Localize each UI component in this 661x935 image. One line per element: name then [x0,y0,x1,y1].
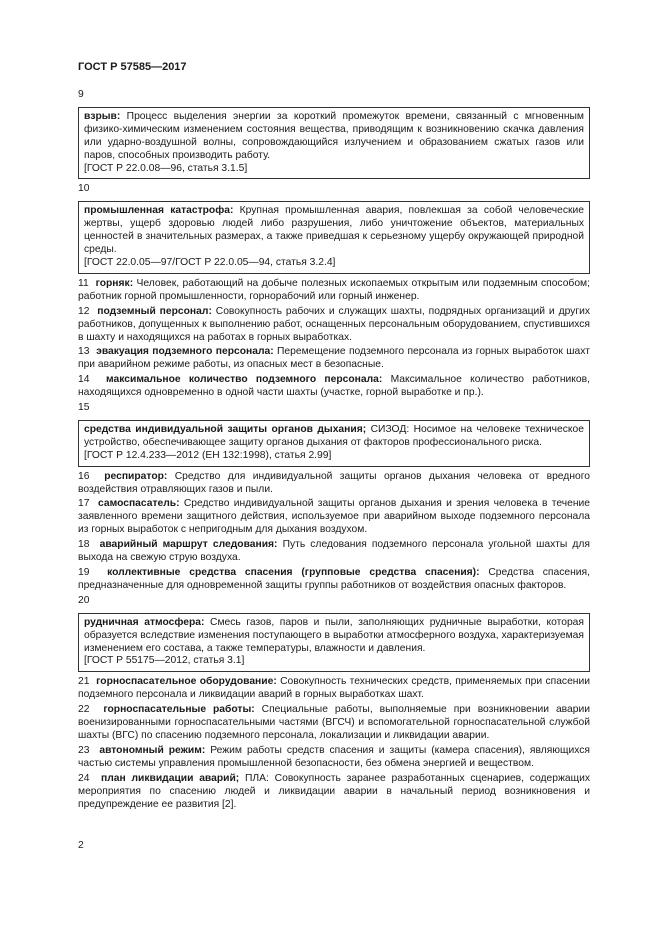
term-separator: : [116,110,121,122]
term: горноспасательные работы [103,704,252,716]
term: эвакуация подземного персонала [96,346,271,358]
term-separator: : [273,676,277,688]
entry-number: 11 [78,277,89,289]
definition: Средства спасения, предназначенные для одновременной защиты группы работников от воздействия опасных факторов. [78,567,590,591]
term: максимальное количество подземного персонала [106,374,379,386]
definition: Смесь газов, паров и пыли, заполняющих рудничные выработки, которая образуется вследствие изменения поступающего в выработки атмосферного воздуха, характеризуемая изменением его состава, а также температуры, влажности и давления. [84,616,584,654]
definition: Средство индивидуальной защиты органов дыхания и зрения человека в течение заявленного времени защитного действия, используемое при аварийном выходе подземного персонала из горных выработок с непригодным для дыхания воздухом. [78,498,590,536]
term: средства индивидуальной защиты органов дыхания [84,423,363,435]
definition: Совокупность технических средств, применяемых при спасении подземного персонала и ликвидации аварий в горных выработках шахт. [78,676,590,701]
term-separator: : [251,704,255,716]
definition: Совокупность рабочих и служащих шахты, подрядных организаций и других работников, допущенных к выполнению работ, оснащенных персональным оборудованием, спустившихся в шахту и находящихся на работах в горных выработках. [78,305,590,343]
term-entry [78,676,590,702]
term-separator: : [229,205,234,217]
term-separator: : [129,277,134,289]
source-reference: [ГОСТ Р 22.0.08—96, статья 3.1.5] [84,162,248,174]
definition: Процесс выделения энергии за короткий промежуток времени, связанный с мгновенным физико-химическим изменением состояния вещества, приводящим к возникновению скачка давления или ударно-воздушной волны, сопровождающийся излучением и образованием сжатых газов или паров, способных производить работу. [84,110,584,161]
definition: Режим работы средств спасения и защиты (камера спасения), являющихся частью системы управления промышленной безопасности, без обмена энергией и веществом. [78,744,590,769]
entry-number: 19 [78,567,90,578]
boxed-definition [78,107,590,180]
term-entry [78,346,590,372]
page-number: 2 [78,840,84,851]
entry-number: 21 [78,676,90,688]
term-separator: ; [362,423,367,435]
term-separator: : [476,567,480,578]
boxed-definition [78,420,590,467]
term: горноспасательное оборудование [96,676,274,688]
term: подземный персонал [97,305,209,317]
definition: Крупная промышленная авария, повлекшая за собой человеческие жертвы, ущерб здоровью людей либо разрушения, либо уничтожение объектов, материальных ценностей в значительных размерах, а также приведшая к серьезному ущербу окружающей природной среды. [84,205,584,256]
term-entry [78,374,590,400]
term-entry [78,567,590,593]
boxed-definition [78,201,590,274]
definition: Перемещение подземного персонала из горных выработок шахт при аварийном режиме работы, из опасных мест в безопасные. [78,346,590,371]
term: респиратор [104,470,164,482]
entry-number: 12 [78,305,90,317]
definition: Путь следования подземного персонала угольной шахты для выхода на свежую струю воздуха. [78,539,590,564]
entry-number: 20 [78,594,90,606]
term: промышленная катастрофа [84,205,230,217]
definition: Специальные работы, выполняемые при возникновении аварии военизированными горноспасательными частями (ВГСЧ) и вспомогательной горноспасательной службой шахты (ВГС) по спасению подземного персонала, локализации и ликвидации аварии. [78,704,590,741]
entry-number: 18 [78,539,90,551]
entry-number: 13 [78,346,90,358]
term: автономный режим [99,744,202,756]
term-entry [78,498,590,537]
term: взрыв [84,110,117,122]
term: горняк [95,277,130,289]
entry-number: 15 [78,402,90,414]
entry-number: 10 [78,183,90,195]
entry-number: 14 [78,374,90,386]
definition: Максимальное количество работников, находящихся одновременно в одной части шахты (участке, горной выработке и пр.). [78,374,590,399]
source-reference: [ГОСТ Р 12.4.233—2012 (ЕН 132:1998), статья 2.99] [84,449,332,461]
term: план ликвидации аварий [101,772,236,784]
term-separator: : [270,346,274,358]
entry-number: 23 [78,744,90,756]
term: рудничная атмосфера [84,616,201,628]
term-entry [78,306,590,345]
term-separator: : [208,305,212,317]
definition: Человек, работающий на добыче полезных ископаемых открытым или подземным способом; работник горной промышленности, горнорабочий или горный инженер. [78,277,590,302]
term-separator: : [201,744,206,756]
term-separator: : [274,539,278,551]
document-header: ГОСТ Р 57585—2017 [78,61,187,73]
term-separator: : [176,498,180,510]
definition: ПЛА: Совокупность заранее разработанных сценариев, содержащих мероприятия по спасению людей и ликвидации аварии в начальный период возникновения и предупреждение ее развития [2]. [78,772,590,810]
source-reference: [ГОСТ 22.0.05—97/ГОСТ Р 22.0.05—94, статья 3.2.4] [84,256,336,268]
term-separator: ; [235,772,240,784]
term-separator: : [163,470,168,482]
term-entry [78,745,590,771]
term-entry [78,471,590,497]
term-entry [78,539,590,565]
entry-number: 17 [78,498,90,510]
term-separator: : [201,616,205,628]
boxed-definition [78,613,590,673]
term-entry [78,773,590,812]
definition: СИЗОД: Носимое на человеке техническое устройство, обеспечивающее защиту органов дыхания от факторов профессионального риска. [84,423,584,448]
term-entry [78,704,590,743]
entry-number: 16 [78,470,90,482]
term-entry [78,278,590,304]
source-reference: [ГОСТ Р 55175—2012, статья 3.1] [84,655,245,667]
definition: Средство для индивидуальной защиты органов дыхания человека от вредного воздействия отравляющих газов и пыли. [78,470,590,495]
term: аварийный маршрут следования [99,539,275,551]
entry-number: 22 [78,704,90,716]
document-content [78,89,590,813]
term: самоспасатель [98,498,177,510]
entry-number: 24 [78,772,90,784]
term-separator: : [378,374,383,386]
entry-number: 9 [78,89,84,100]
term: коллективные средства спасения (групповые средства спасения) [107,567,477,578]
